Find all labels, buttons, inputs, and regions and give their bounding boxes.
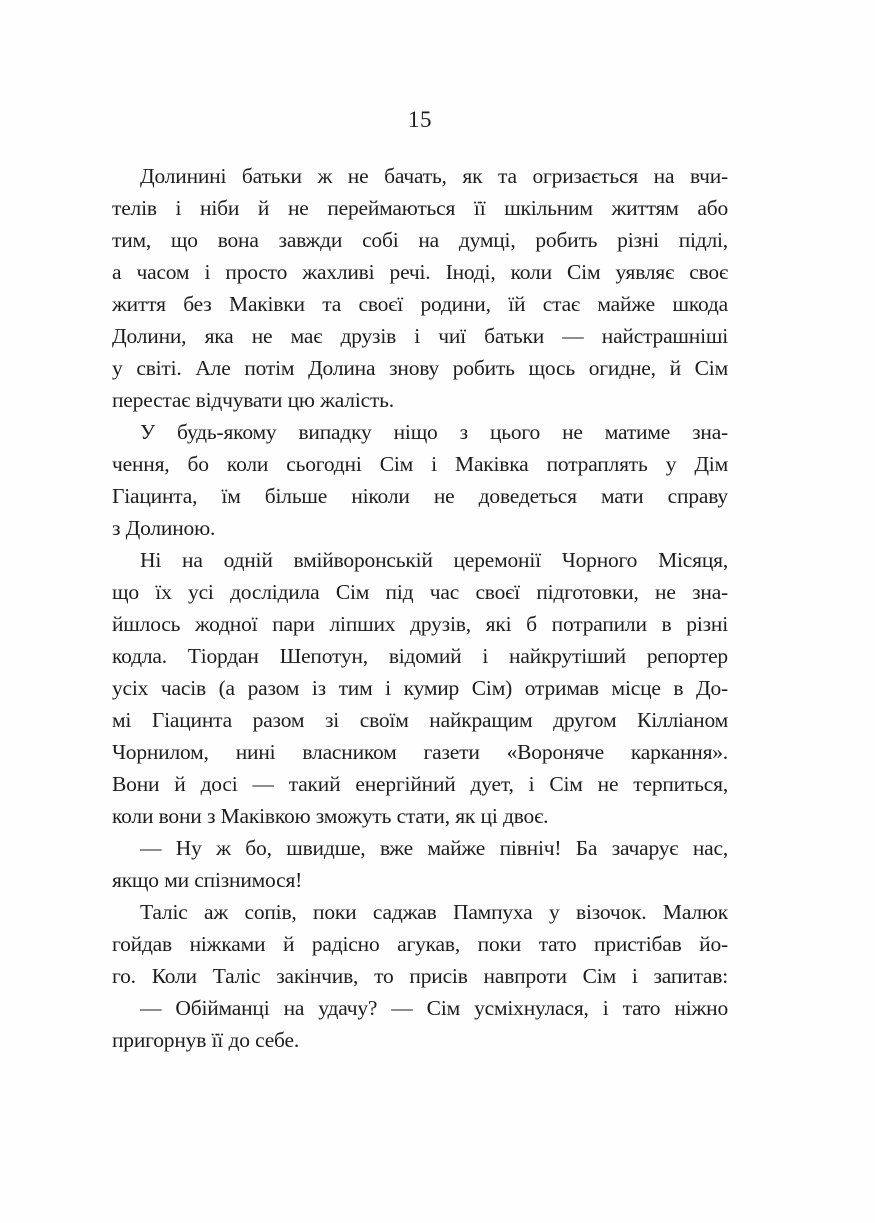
text-line: пригорнув її до себе. <box>112 1028 300 1052</box>
text-line: мі Гіацинта разом зі своїм найкращим другом Кілліаном <box>112 708 728 732</box>
paragraph <box>112 544 728 832</box>
text-line: усіх часів (а разом із тим і кумир Сім) отримав місце в До- <box>112 676 728 700</box>
paragraph-dialogue <box>112 992 728 1056</box>
text-line: йшлось жодної пари ліпших друзів, які б потрапили в різні <box>112 612 728 636</box>
text-block <box>112 160 728 1056</box>
paragraph <box>112 416 728 544</box>
text-line: Таліс аж сопів, поки саджав Пампуха у візочок. Малюк <box>140 900 728 924</box>
text-line: Чорнилом, нині власником газети «Вороняче каркання». <box>112 740 728 764</box>
text-line: — Ну ж бо, швидше, вже майже північ! Ба зачарує нас, <box>140 836 728 860</box>
text-line: у світі. Але потім Долина знову робить щось огидне, й Сім <box>112 356 728 380</box>
text-line: життя без Маківки та своєї родини, їй стає майже шкода <box>112 292 728 316</box>
text-line: чення, бо коли сьогодні Сім і Маківка потраплять у Дім <box>112 452 728 476</box>
paragraph <box>112 160 728 416</box>
text-line: гойдав ніжками й радісно агукав, поки тато пристібав йо- <box>112 932 728 956</box>
text-line: що їх усі дослідила Сім під час своєї підготовки, не зна- <box>112 580 728 604</box>
page-number: 15 <box>408 107 432 132</box>
text-line: кодла. Тіордан Шепотун, відомий і найкрутіший репортер <box>112 644 728 668</box>
text-line: Долинині батьки ж не бачать, як та огризається на вчи- <box>140 164 728 188</box>
text-line: Ні на одній вмійворонській церемонії Чорного Місяця, <box>140 548 728 572</box>
text-line: перестає відчувати цю жалість. <box>112 388 394 412</box>
text-line: а часом і просто жахливі речі. Іноді, коли Сім уявляє своє <box>112 260 728 284</box>
paragraph <box>112 896 728 992</box>
text-line: го. Коли Таліс закінчив, то присів навпроти Сім і запитав: <box>112 964 728 988</box>
text-line: телів і ніби й не переймаються її шкільним життям або <box>112 196 728 220</box>
text-line: тим, що вона завжди собі на думці, робить різні підлі, <box>112 228 728 252</box>
paragraph-dialogue <box>112 832 728 896</box>
text-line: якщо ми спізнимося! <box>112 868 303 892</box>
text-line: Долини, яка не має друзів і чиї батьки — найстрашніші <box>112 324 728 348</box>
text-line: з Долиною. <box>112 516 216 540</box>
text-line: Гіацинта, їм більше ніколи не доведеться мати справу <box>112 484 728 508</box>
text-line: коли вони з Маківкою зможуть стати, як ці двоє. <box>112 804 549 828</box>
text-line: У будь-якому випадку ніщо з цього не матиме зна- <box>140 420 728 444</box>
text-line: — Обійманці на удачу? — Сім усміхнулася, і тато ніжно <box>140 996 728 1020</box>
text-line: Вони й досі — такий енергійний дует, і Сім не терпиться, <box>112 772 728 796</box>
